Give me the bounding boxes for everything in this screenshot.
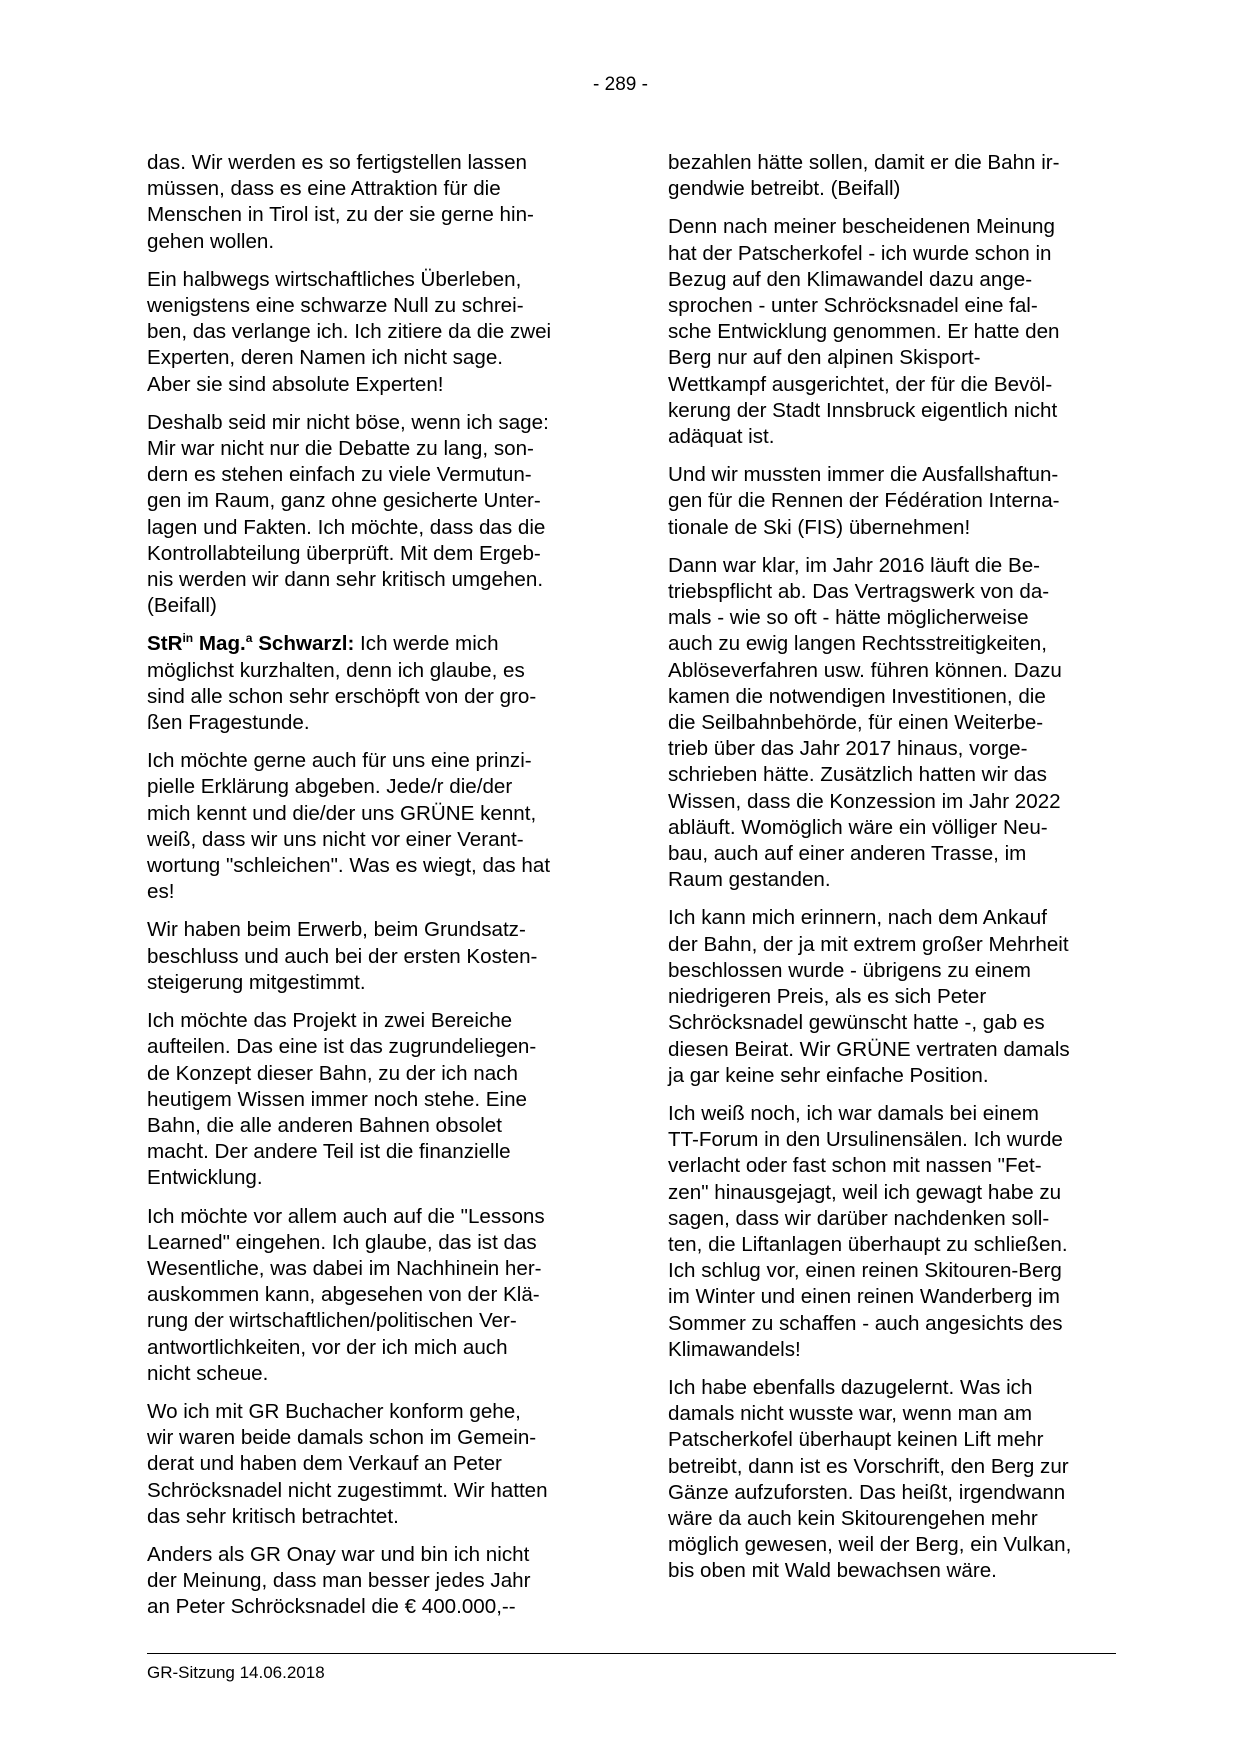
paragraph — [668, 462, 1116, 541]
speaker-label — [147, 632, 354, 655]
text-line: es! — [147, 880, 175, 904]
paragraph — [147, 1542, 600, 1621]
paragraph — [147, 410, 600, 620]
text-line: nis werden wir dann sehr kritisch umgehen. — [147, 568, 544, 592]
text-line: wir waren beide damals schon im Gemein- — [147, 1426, 537, 1450]
text-line: Ich habe ebenfalls dazugelernt. Was ich — [668, 1375, 1033, 1399]
text-line: das sehr kritisch betrachtet. — [147, 1504, 399, 1528]
paragraph — [147, 1399, 600, 1530]
text-line: ja gar keine sehr einfache Position. — [668, 1063, 989, 1087]
text-line: der Bahn, der ja mit extrem großer Mehrheit — [668, 932, 1069, 956]
text-line: sprochen - unter Schröcksnadel eine fal- — [668, 294, 1038, 318]
text-line: gen im Raum, ganz ohne gesicherte Unter- — [147, 489, 541, 513]
text-line: pielle Erklärung abgeben. Jede/r die/der — [147, 775, 513, 799]
text-line: die Seilbahnbehörde, für einen Weiterbe- — [668, 711, 1044, 735]
text-line: beschluss und auch bei der ersten Kosten- — [147, 944, 538, 968]
text-line: Wir haben beim Erwerb, beim Grundsatz- — [147, 918, 526, 942]
text-line: Wesentliche, was dabei im Nachhinein her- — [147, 1256, 542, 1280]
text-line: auch zu ewig langen Rechtsstreitigkeiten, — [668, 632, 1047, 656]
text-line: Kontrollabteilung überprüft. Mit dem Ergeb- — [147, 541, 541, 565]
text-line: sind alle schon sehr erschöpft von der gro- — [147, 684, 537, 708]
text-line: schrieben hätte. Zusätzlich hatten wir das — [668, 763, 1047, 787]
text-line: Ein halbwegs wirtschaftliches Überleben, — [147, 267, 522, 291]
text-line: damals nicht wusste war, wenn man am — [668, 1402, 1032, 1426]
text-line: adäquat ist. — [668, 425, 775, 449]
paragraph — [668, 1375, 1116, 1585]
text-line: Mir war nicht nur die Debatte zu lang, son- — [147, 437, 534, 461]
text-line: Ich möchte gerne auch für uns eine prinzi- — [147, 749, 532, 773]
text-line: rung der wirtschaftlichen/politischen Ver- — [147, 1309, 517, 1333]
paragraph — [147, 1008, 600, 1191]
text-line: hat der Patscherkofel - ich wurde schon in — [668, 241, 1052, 265]
text-line: mals - wie so oft - hätte möglicherweise — [668, 606, 1029, 630]
text-line: ßen Fragestunde. — [147, 711, 310, 735]
text-line: niedrigeren Preis, als es sich Peter — [668, 985, 987, 1009]
text-line: sagen, dass wir darüber nachdenken soll- — [668, 1206, 1050, 1230]
text-line: Bahn, die alle anderen Bahnen obsolet — [147, 1113, 502, 1137]
text-line: gehen wollen. — [147, 229, 275, 253]
text-line: antwortlichkeiten, vor der ich mich auch — [147, 1335, 508, 1359]
text-line: tionale de Ski (FIS) übernehmen! — [668, 515, 971, 539]
right-column — [668, 150, 1116, 1597]
text-line: Experten, deren Namen ich nicht sage. — [147, 346, 504, 370]
text-line: Ablöseverfahren usw. führen können. Dazu — [668, 658, 1062, 682]
text-line: im Winter und einen reinen Wanderberg im — [668, 1285, 1060, 1309]
footer-session-date: GR-Sitzung 14.06.2018 — [147, 1663, 325, 1682]
text-line: Bezug auf den Klimawandel dazu ange- — [668, 267, 1033, 291]
paragraph — [147, 1204, 600, 1387]
speaker-lines — [147, 659, 536, 734]
text-line: Sommer zu schaffen - auch angesichts des — [668, 1311, 1063, 1335]
paragraph — [668, 905, 1116, 1088]
text-line: Aber sie sind absolute Experten! — [147, 372, 444, 396]
text-line: Ich schlug vor, einen reinen Skitouren-Berg — [668, 1259, 1062, 1283]
text-line: diesen Beirat. Wir GRÜNE vertraten damals — [668, 1037, 1070, 1061]
text-line: an Peter Schröcksnadel die € 400.000,-- — [147, 1595, 516, 1619]
text-line: mich kennt und die/der uns GRÜNE kennt, — [147, 801, 537, 825]
text-line: ben, das verlange ich. Ich zitiere da die zwei — [147, 320, 552, 344]
footer-divider — [147, 1653, 1116, 1654]
text-line: das. Wir werden es so fertigstellen lassen — [147, 151, 528, 174]
speaker-degree-sup: a — [245, 631, 253, 646]
text-line: bau, auch auf einer anderen Trasse, im — [668, 842, 1027, 866]
text-line: bis oben mit Wald bewachsen wäre. — [668, 1559, 997, 1583]
text-line: Entwicklung. — [147, 1166, 263, 1190]
paragraph — [668, 150, 1116, 202]
text-line: Und wir mussten immer die Ausfallshaftun- — [668, 463, 1059, 487]
text-line: der Meinung, dass man besser jedes Jahr — [147, 1569, 531, 1593]
speaker-paragraph — [147, 631, 600, 736]
text-line: lagen und Fakten. Ich möchte, dass das die — [147, 515, 546, 539]
speaker-first-line: Ich werde mich — [354, 632, 499, 656]
text-line: TT-Forum in den Ursulinensälen. Ich wurde — [668, 1128, 1063, 1152]
page-number: - 289 - — [593, 74, 648, 95]
paragraph — [668, 1101, 1116, 1363]
text-line: Ich kann mich erinnern, nach dem Ankauf — [668, 906, 1047, 930]
text-line: kerung der Stadt Innsbruck eigentlich nicht — [668, 398, 1058, 422]
text-line: (Beifall) — [147, 594, 217, 618]
text-line: Learned" eingehen. Ich glaube, das ist das — [147, 1230, 537, 1254]
text-line: wortung "schleichen". Was es wiegt, das hat — [147, 854, 551, 878]
text-line: betreibt, dann ist es Vorschrift, den Berg zur — [668, 1454, 1069, 1478]
text-line: Wettkampf ausgerichtet, der für die Bevöl- — [668, 372, 1053, 396]
text-line: Schröcksnadel gewünscht hatte -, gab es — [668, 1011, 1045, 1035]
text-line: Menschen in Tirol ist, zu der sie gerne hin- — [147, 203, 534, 227]
paragraph — [147, 267, 600, 398]
text-line: Klimawandels! — [668, 1337, 801, 1361]
text-line: de Konzept dieser Bahn, zu der ich nach — [147, 1061, 518, 1085]
text-line: dern es stehen einfach zu viele Vermutun- — [147, 463, 532, 487]
text-line: möglichst kurzhalten, denn ich glaube, es — [147, 658, 525, 682]
text-line: abläuft. Womöglich wäre ein völliger Neu- — [668, 815, 1048, 839]
text-line: kamen die notwendigen Investitionen, die — [668, 684, 1046, 708]
paragraph — [668, 214, 1116, 450]
speaker-degree: Mag. — [193, 632, 246, 656]
text-line: Ich möchte das Projekt in zwei Bereiche — [147, 1009, 513, 1033]
text-line: zen" hinausgejagt, weil ich gewagt habe zu — [668, 1180, 1062, 1204]
text-line: ten, die Liftanlagen überhaupt zu schließen. — [668, 1232, 1068, 1256]
text-line: sche Entwicklung genommen. Er hatte den — [668, 320, 1060, 344]
text-line: beschlossen wurde - übrigens zu einem — [668, 958, 1031, 982]
text-line: nicht scheue. — [147, 1361, 269, 1385]
text-line: Berg nur auf den alpinen Skisport- — [668, 346, 981, 370]
text-line: gendwie betreibt. (Beifall) — [668, 177, 901, 201]
paragraph — [668, 553, 1116, 894]
text-line: Gänze aufzuforsten. Das heißt, irgendwann — [668, 1480, 1066, 1504]
speaker-title-sup: in — [182, 631, 194, 646]
text-line: Wissen, dass die Konzession im Jahr 2022 — [668, 789, 1061, 813]
text-line: Denn nach meiner bescheidenen Meinung — [668, 215, 1055, 239]
text-line: möglich gewesen, weil der Berg, ein Vulkan, — [668, 1533, 1072, 1557]
paragraph — [147, 748, 600, 905]
text-line: Ich möchte vor allem auch auf die "Lessons — [147, 1204, 545, 1228]
text-line: Ich weiß noch, ich war damals bei einem — [668, 1101, 1039, 1125]
text-line: heutigem Wissen immer noch stehe. Eine — [147, 1087, 528, 1111]
text-line: bezahlen hätte sollen, damit er die Bahn ir- — [668, 151, 1060, 174]
text-line: Raum gestanden. — [668, 868, 831, 892]
text-line: wenigstens eine schwarze Null zu schrei- — [147, 294, 524, 318]
text-line: macht. Der andere Teil ist die finanzielle — [147, 1140, 511, 1164]
paragraph — [147, 150, 600, 255]
text-line: Patscherkofel überhaupt keinen Lift mehr — [668, 1428, 1044, 1452]
speaker-name: Schwarzl: — [252, 632, 355, 656]
text-line: Wo ich mit GR Buchacher konform gehe, — [147, 1399, 521, 1423]
text-line: müssen, dass es eine Attraktion für die — [147, 177, 501, 201]
speaker-title: StR — [147, 632, 183, 656]
text-line: steigerung mitgestimmt. — [147, 970, 366, 994]
text-line: triebspflicht ab. Das Vertragswerk von da- — [668, 580, 1050, 604]
text-line: Schröcksnadel nicht zugestimmt. Wir hatten — [147, 1478, 548, 1502]
text-line: Deshalb seid mir nicht böse, wenn ich sage: — [147, 410, 549, 434]
text-line: weiß, dass wir uns nicht vor einer Verant- — [147, 827, 524, 851]
left-column — [147, 150, 600, 1633]
text-line: Anders als GR Onay war und bin ich nicht — [147, 1542, 530, 1566]
text-line: trieb über das Jahr 2017 hinaus, vorge- — [668, 737, 1028, 761]
text-line: aufteilen. Das eine ist das zugrundeliegen- — [147, 1035, 537, 1059]
paragraph — [147, 917, 600, 996]
text-line: Dann war klar, im Jahr 2016 läuft die Be- — [668, 553, 1041, 577]
text-line: wäre da auch kein Skitourengehen mehr — [668, 1506, 1038, 1530]
text-line: verlacht oder fast schon mit nassen "Fet- — [668, 1154, 1042, 1178]
text-line: derat und haben dem Verkauf an Peter — [147, 1452, 502, 1476]
text-line: auskommen kann, abgesehen von der Klä- — [147, 1283, 540, 1307]
text-line: gen für die Rennen der Fédération Interna- — [668, 489, 1060, 513]
